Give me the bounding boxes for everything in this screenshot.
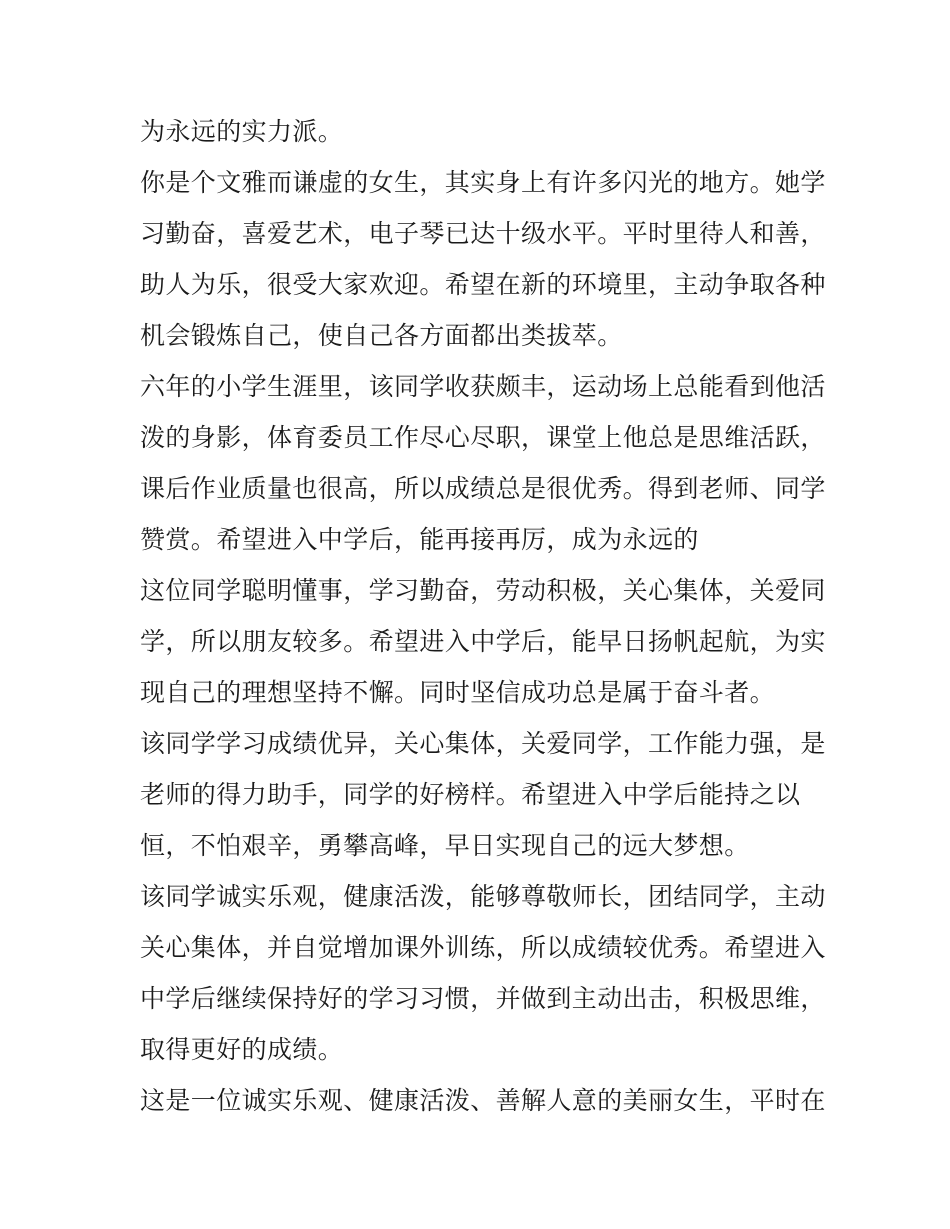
text-line: 机会锻炼自己，使自己各方面都出类拔萃。 bbox=[140, 321, 623, 350]
text-line: 助人为乐，很受大家欢迎。希望在新的环境里，主动争取各种 bbox=[140, 270, 826, 299]
text-line: 恒，不怕艰辛，勇攀高峰，早日实现自己的远大梦想。 bbox=[140, 831, 750, 860]
text-line: 你是个文雅而谦虚的女生，其实身上有许多闪光的地方。她学 bbox=[140, 168, 826, 197]
text-line: 该同学学习成绩优异，关心集体，关爱同学，工作能力强，是 bbox=[140, 729, 826, 758]
paragraph-6 bbox=[140, 871, 826, 1075]
paragraph-5 bbox=[140, 718, 826, 871]
text-line: 关心集体，并自觉增加课外训练，所以成绩较优秀。希望进入 bbox=[140, 933, 826, 962]
paragraph-4 bbox=[140, 565, 826, 718]
paragraph-3 bbox=[140, 361, 826, 565]
text-line: 这是一位诚实乐观、健康活泼、善解人意的美丽女生，平时在 bbox=[140, 1086, 826, 1115]
text-line: 现自己的理想坚持不懈。同时坚信成功总是属于奋斗者。 bbox=[140, 678, 776, 707]
document-body bbox=[140, 106, 826, 1126]
text-line: 这位同学聪明懂事，学习勤奋，劳动积极，关心集体，关爱同 bbox=[140, 576, 826, 605]
paragraph-7 bbox=[140, 1075, 826, 1126]
text-line: 泼的身影，体育委员工作尽心尽职，课堂上他总是思维活跃， bbox=[140, 423, 826, 452]
text-line: 老师的得力助手，同学的好榜样。希望进入中学后能持之以 bbox=[140, 780, 801, 809]
text-line: 取得更好的成绩。 bbox=[140, 1035, 344, 1064]
text-line: 中学后继续保持好的学习习惯，并做到主动出击，积极思维， bbox=[140, 984, 826, 1013]
text-line: 学，所以朋友较多。希望进入中学后，能早日扬帆起航，为实 bbox=[140, 627, 826, 656]
text-line: 该同学诚实乐观，健康活泼，能够尊敬师长，团结同学，主动 bbox=[140, 882, 826, 911]
paragraph-1 bbox=[140, 106, 820, 157]
text-line: 为永远的实力派。 bbox=[140, 117, 344, 146]
paragraph-2 bbox=[140, 157, 826, 361]
text-line: 赞赏。希望进入中学后，能再接再厉，成为永远的 bbox=[140, 525, 699, 554]
text-line: 六年的小学生涯里，该同学收获颇丰，运动场上总能看到他活 bbox=[140, 372, 826, 401]
text-line: 课后作业质量也很高，所以成绩总是很优秀。得到老师、同学 bbox=[140, 474, 826, 503]
text-line: 习勤奋，喜爱艺术，电子琴已达十级水平。平时里待人和善， bbox=[140, 219, 826, 248]
